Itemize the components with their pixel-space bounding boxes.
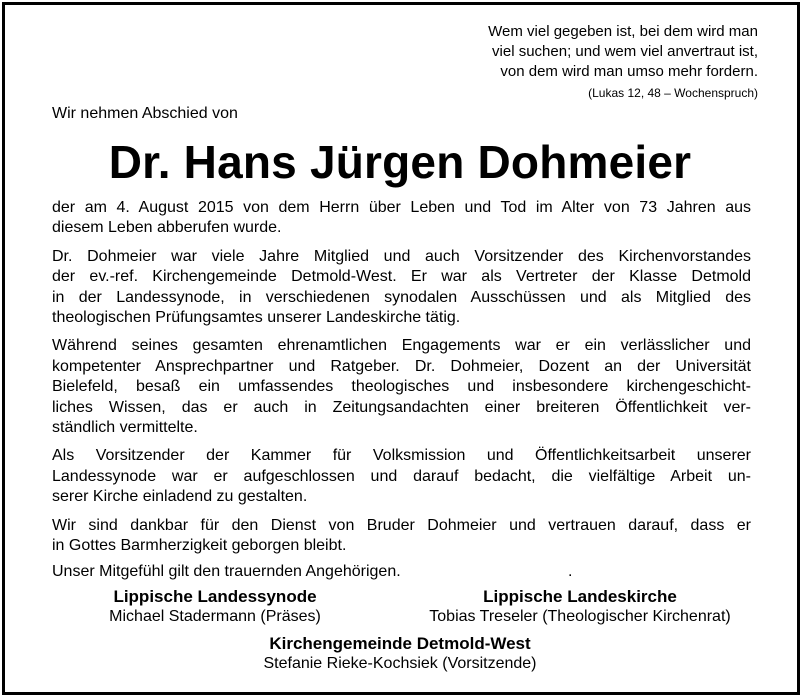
text-line: liches Wissen, das er auch in Zeitungsandachten einer breiteren Öffentlichkeit ver- [52, 398, 751, 416]
text-line: Während seines gesamten ehrenamtlichen Engagements war er ein verlässlicher und [52, 337, 751, 355]
text-line: ständlich vermittelte. [52, 419, 198, 437]
text-line: Wir sind dankbar für den Dienst von Bruder Dohmeier und vertrauen darauf, dass er [52, 516, 751, 534]
condolence-line: Unser Mitgefühl gilt den trauernden Angehörigen. [52, 563, 401, 580]
text-line: Landessynode war er aufgeschlossen und darauf bedacht, die vielfältige Arbeit un- [52, 467, 751, 485]
text-line: Als Vorsitzender der Kammer für Volksmission und Öffentlichkeitsarbeit unserer [52, 447, 751, 465]
text-line: Bielefeld, besaß ein umfassendes theologisches und insbesondere kirchengeschicht- [52, 378, 751, 396]
quote-source: (Lukas 12, 48 – Wochenspruch) [588, 86, 758, 100]
paragraph [52, 336, 751, 438]
text-line: der ev.-ref. Kirchengemeinde Detmold-West. Er war als Vertreter der Klasse Detmold [52, 268, 751, 286]
signature-org: Kirchengemeinde Detmold-West [269, 634, 531, 653]
paragraph [52, 247, 751, 329]
signature-synod [70, 587, 360, 627]
text-line: diesem Leben abberufen wurde. [52, 219, 282, 237]
quote-line: Wem viel gegeben ist, bei dem wird man [488, 23, 758, 40]
text-line: in der Landessynode, in verschiedenen synodalen Ausschüssen und als Mitglied des [52, 288, 751, 306]
bible-quote [338, 22, 758, 103]
signature-parish [200, 634, 600, 674]
signature-person: Tobias Treseler (Theologischer Kirchenrat) [429, 608, 731, 625]
text-line: der am 4. August 2015 von dem Herrn über Leben und Tod im Alter von 73 Jahren aus [52, 199, 751, 216]
signature-person: Stefanie Rieke-Kochsiek (Vorsitzende) [263, 655, 537, 672]
deceased-name: Dr. Hans Jürgen Dohmeier [108, 136, 692, 188]
paragraph [52, 198, 751, 239]
text-line: kompetenter Ansprechpartner und Ratgeber. Dr. Dohmeier, Dozent an der Universität [52, 357, 751, 375]
text-line: theologischen Prüfungsamtes unserer Landeskirche tätig. [52, 309, 461, 327]
signature-org: Lippische Landessynode [113, 587, 317, 606]
quote-line: viel suchen; und wem viel anvertraut ist, [492, 43, 758, 60]
text-line: serer Kirche einladend zu gestalten. [52, 488, 308, 506]
signature-org: Lippische Landeskirche [483, 587, 677, 606]
text-line: Dr. Dohmeier war viele Jahre Mitglied und auch Vorsitzender des Kirchenvorstandes [52, 247, 751, 265]
paragraph [52, 446, 751, 507]
paragraph [52, 516, 751, 557]
obituary-body [52, 198, 751, 565]
signature-person: Michael Stadermann (Präses) [109, 608, 321, 625]
intro-text: Wir nehmen Abschied von [52, 105, 238, 122]
closing-mark: . [568, 563, 573, 580]
quote-line: von dem wird man umso mehr fordern. [500, 63, 758, 80]
signature-church [390, 587, 770, 627]
text-line: in Gottes Barmherzigkeit geborgen bleibt. [52, 537, 347, 555]
